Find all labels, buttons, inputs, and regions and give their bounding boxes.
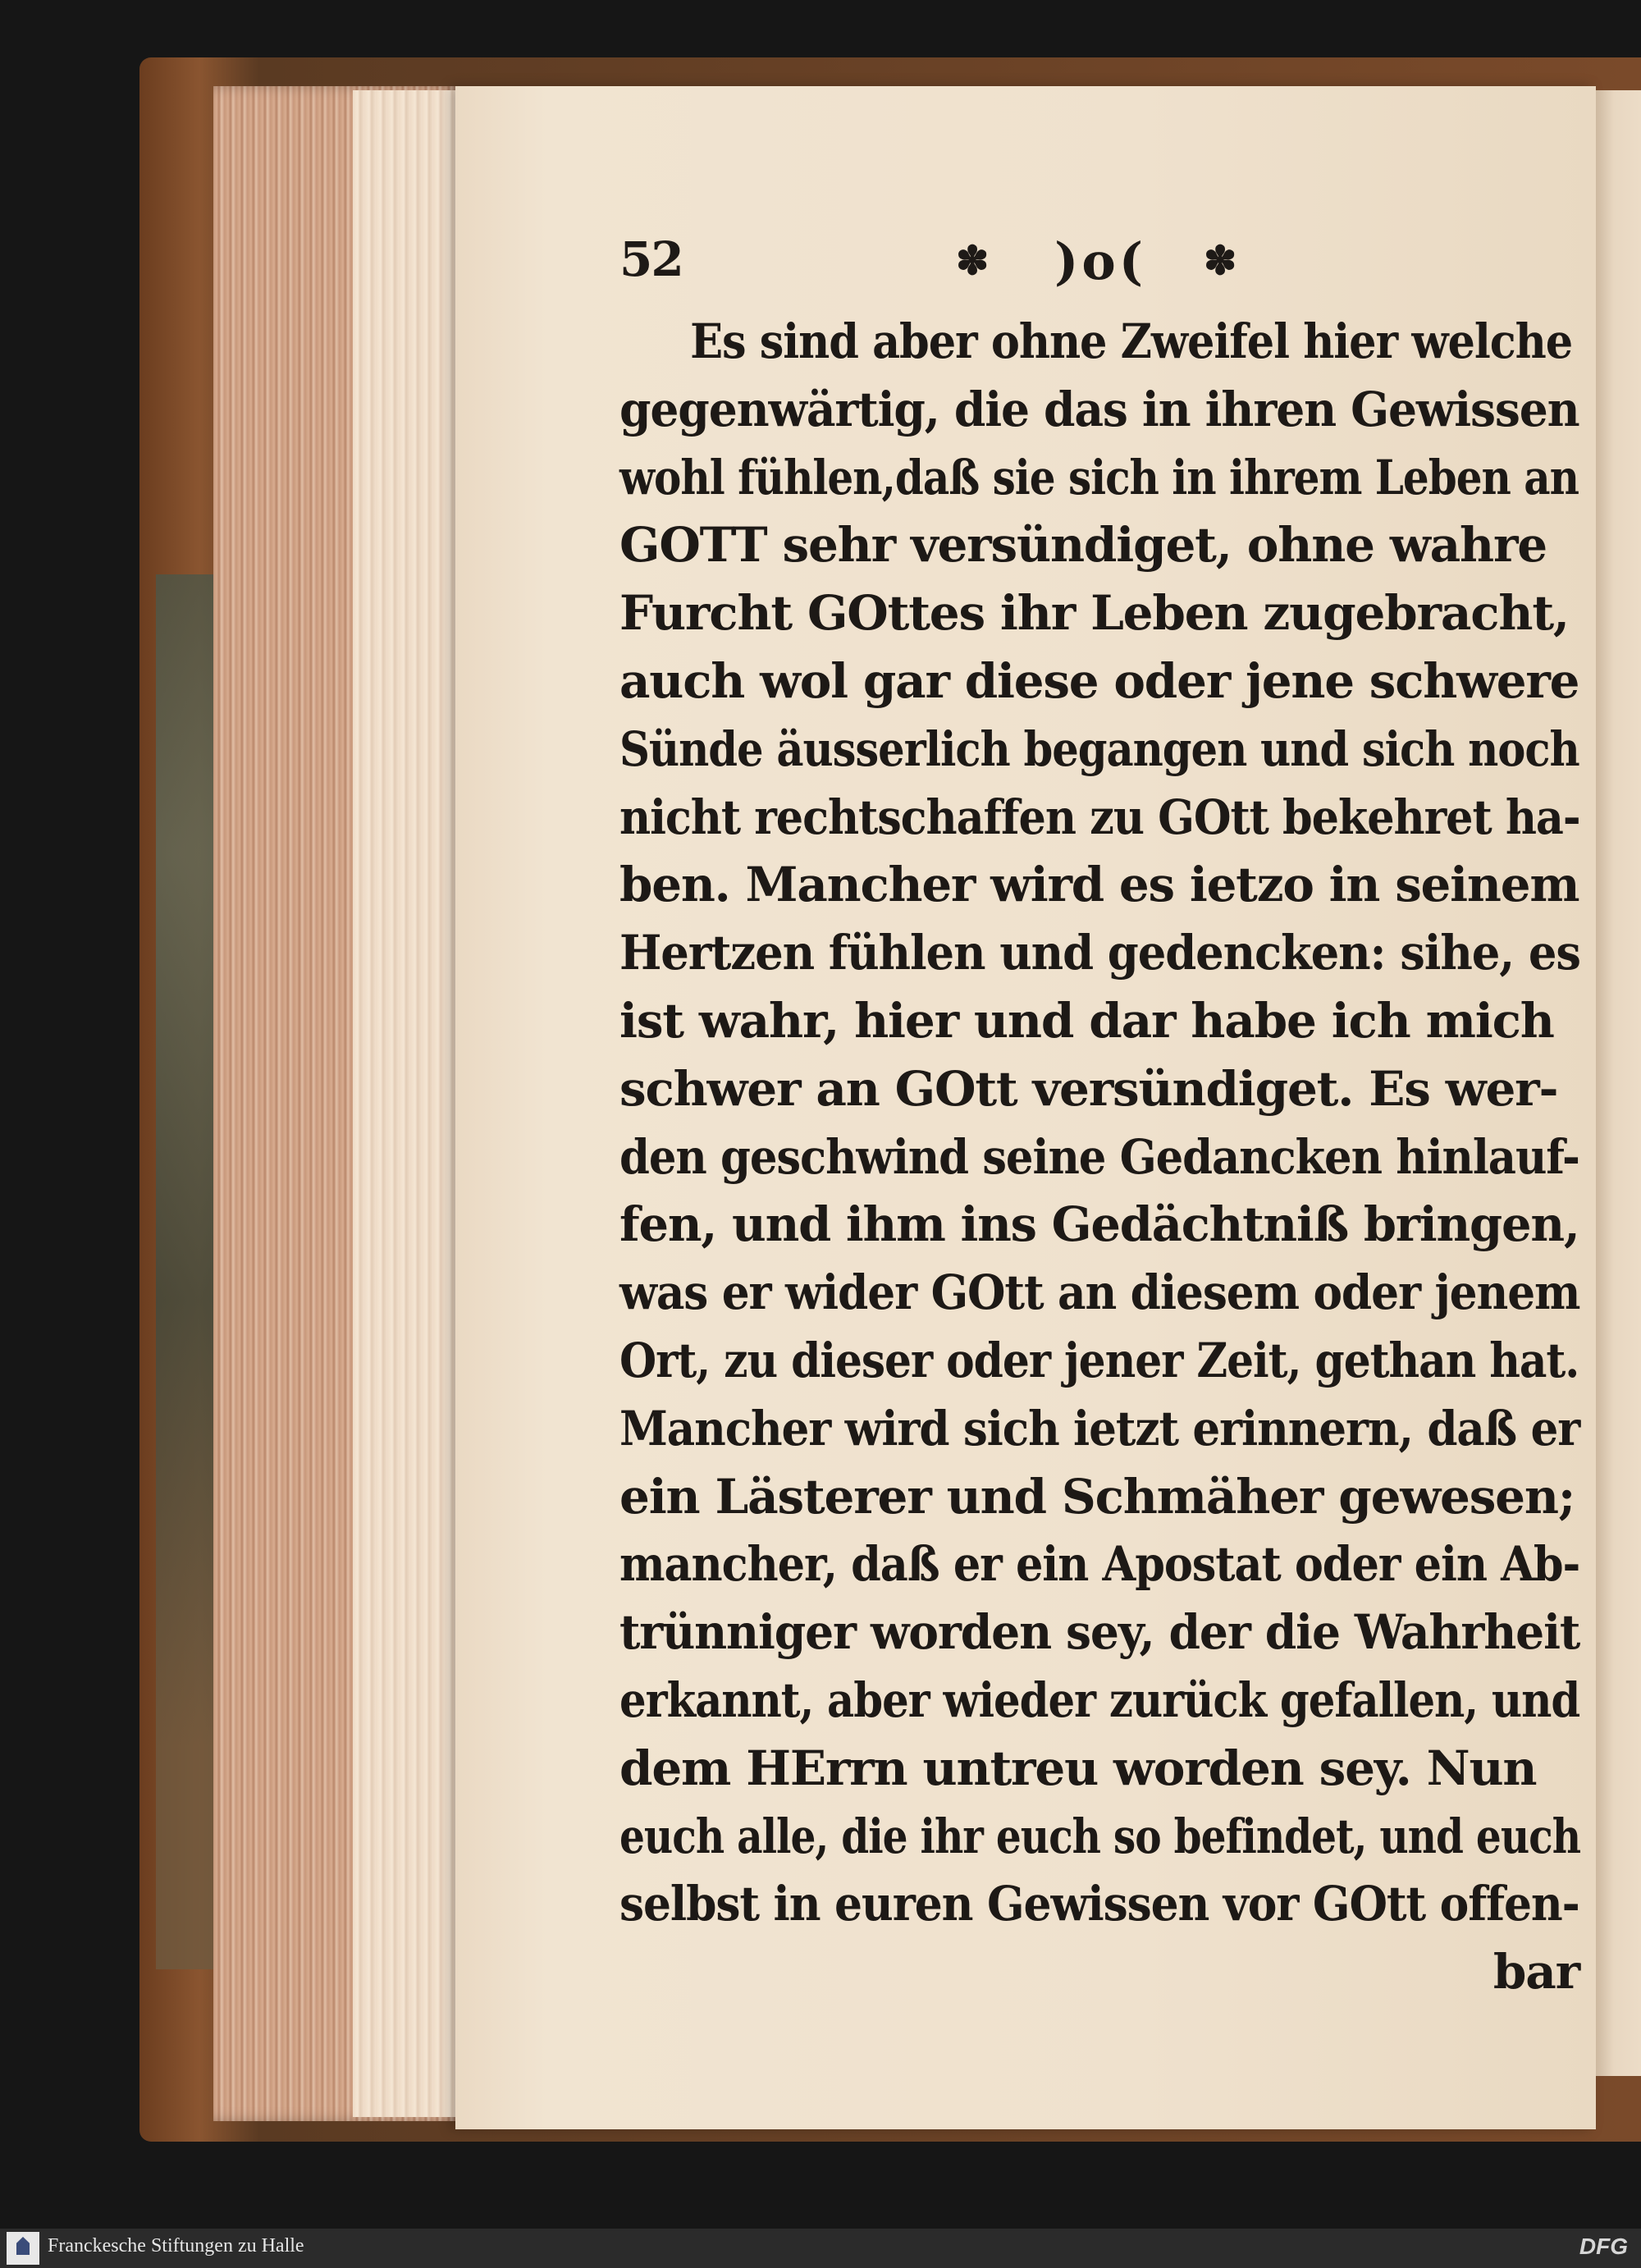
text-line: trünniger worden sey, der die Wahrheit (619, 1604, 1580, 1661)
institution-logo-icon (7, 2232, 39, 2265)
flower-ornament-icon: ✽ (956, 238, 993, 284)
text-line: ein Lästerer und Schmäher gewesen; (619, 1468, 1575, 1525)
text-line: Es sind aber ohne Zweifel hier welche (690, 313, 1573, 369)
text-line: gegenwärtig, die das in ihren Gewissen (619, 381, 1579, 437)
text-line: Sünde äusserlich begangen und sich noch (619, 720, 1579, 777)
catchword: bar (1492, 1944, 1579, 2001)
text-line: nicht rechtschaffen zu GOtt bekehret ha- (619, 789, 1580, 845)
page-number: 52 (619, 231, 683, 287)
running-head (619, 231, 1276, 305)
text-line: Ort, zu dieser oder jener Zeit, gethan hat. (619, 1332, 1579, 1388)
institution-label: Franckesche Stiftungen zu Halle (48, 2235, 304, 2257)
text-line: den geschwind seine Gedancken hinlauf- (619, 1128, 1579, 1185)
flower-ornament-icon: ✽ (1204, 238, 1241, 284)
page-block-inner-edges (353, 90, 459, 2117)
text-line: fen, und ihm ins Gedächtniß bringen, (619, 1196, 1579, 1253)
text-line: Mancher wird sich ietzt erinnern, daß er (619, 1400, 1580, 1456)
text-line: selbst in euren Gewissen vor GOtt offen- (619, 1876, 1579, 1932)
text-line: auch wol gar diese oder jene schwere (619, 652, 1579, 709)
text-line: ist wahr, hier und dar habe ich mich (619, 992, 1554, 1049)
facing-page-edge (1596, 90, 1641, 2076)
text-line: erkannt, aber wieder zurück gefallen, und (619, 1671, 1580, 1728)
header-ornament-center: )o( (1054, 231, 1147, 291)
text-line: was er wider GOtt an diesem oder jenem (619, 1264, 1580, 1321)
text-line: Hertzen fühlen und gedencken: sihe, es (619, 925, 1580, 981)
text-line: schwer an GOtt versündiget. Es wer- (619, 1060, 1558, 1117)
text-line: Furcht GOttes ihr Leben zugebracht, (619, 585, 1569, 642)
viewer-footer-bar (0, 2229, 1641, 2268)
text-line: GOTT sehr versündiget, ohne wahre (619, 517, 1547, 574)
page-body-text (619, 308, 1579, 2006)
text-line: dem HErrn untreu worden sey. Nun (619, 1740, 1537, 1796)
text-line: wohl fühlen,daß sie sich in ihrem Leben an (619, 449, 1579, 505)
dfg-logo: DFG (1579, 2234, 1628, 2259)
cover-marbling (156, 574, 222, 1969)
text-line: euch alle, die ihr euch so befindet, und euch (619, 1808, 1581, 1864)
text-line: ben. Mancher wird es ietzo in seinem (619, 857, 1579, 913)
text-line: mancher, daß er ein Apostat oder ein Ab- (619, 1536, 1580, 1593)
